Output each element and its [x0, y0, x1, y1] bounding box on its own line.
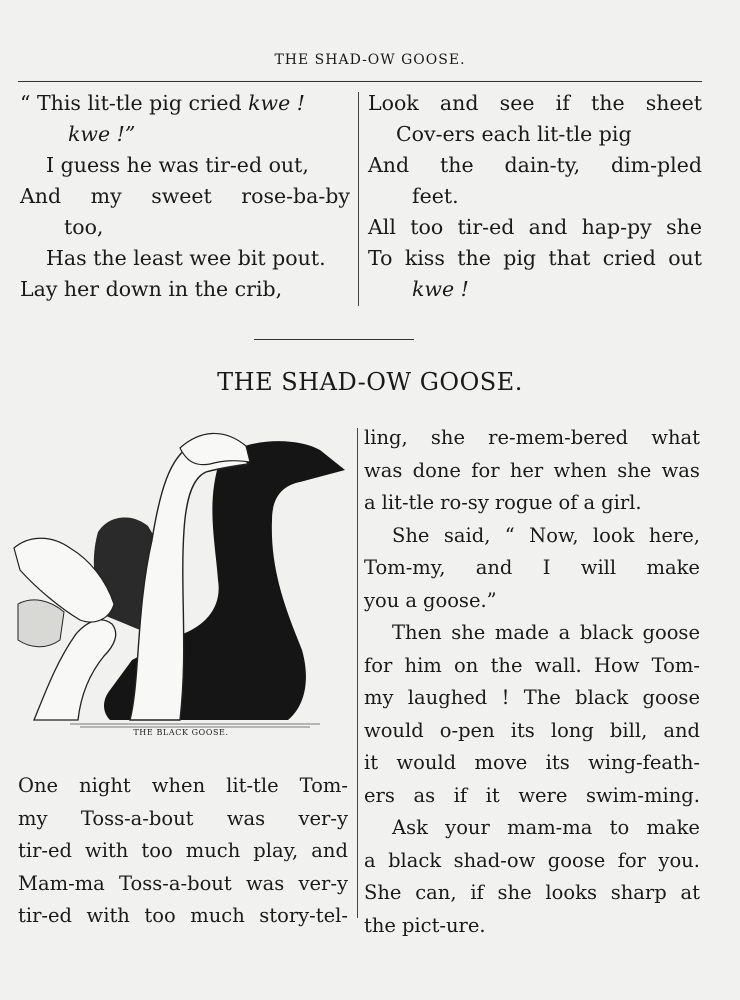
story-right-line: would o-pen its long bill, and	[364, 718, 700, 742]
story-left-line: One night when lit-tle Tom-	[18, 774, 348, 797]
story-column-divider	[357, 428, 358, 918]
poem-right-line: Look and see if the sheet	[368, 91, 702, 115]
story-right-line: for him on the wall. How Tom-	[364, 653, 700, 677]
poem-right-line: Cov-ers each lit-tle pig	[396, 122, 632, 146]
running-head: THE SHAD-OW GOOSE.	[274, 52, 466, 68]
story-left-line: tir-ed with too much play, and	[18, 839, 348, 862]
story-right-line: Tom-my, and I will make	[364, 556, 700, 579]
story-right-line: She said, “ Now, look here,	[392, 523, 700, 547]
sleeve	[18, 600, 64, 647]
poem-left-line: I guess he was tir-ed out,	[46, 153, 309, 177]
poem-left-line: Lay her down in the crib,	[20, 277, 283, 301]
poem-right-line: To kiss the pig that cried out	[368, 246, 702, 270]
story-right-column	[364, 422, 700, 942]
story-right-line: you a goose.”	[364, 588, 497, 612]
story-right-line: ers as if it were swim-ming.	[364, 783, 700, 807]
poem-right-line: feet.	[412, 184, 459, 208]
poem-right-column	[368, 88, 702, 305]
story-right-line: the pict-ure.	[364, 913, 486, 937]
poem-left-line: too,	[64, 215, 104, 239]
illustration-caption: THE BLACK GOOSE.	[133, 728, 229, 737]
story-right-line: a black shad-ow goose for you.	[364, 848, 700, 872]
story-right-line: Then she made a black goose	[392, 621, 700, 644]
story-right-line: a lit-tle ro-sy rogue of a girl.	[364, 491, 642, 514]
story-right-line: She can, if she looks sharp at	[364, 881, 700, 904]
story-right-line: ling, she re-mem-bered what	[364, 426, 700, 449]
story-right-line: Ask your mam-ma to make	[392, 816, 700, 839]
story-left-line: Mam-ma Toss-a-bout was ver-y	[18, 871, 348, 895]
story-left-line: tir-ed with too much story-tel-	[18, 904, 348, 927]
story-left-line: my Toss-a-bout was ver-y	[18, 806, 348, 830]
poem-column-divider	[358, 92, 359, 306]
poem-right-line: kwe !	[412, 277, 469, 301]
poem-left-line: And my sweet rose-ba-by	[20, 184, 350, 208]
story-title: THE SHAD-OW GOOSE.	[217, 368, 523, 396]
poem-left-line: Has the least wee bit pout.	[46, 246, 326, 270]
poem-right-line: All too tir-ed and hap-py she	[368, 215, 702, 239]
upper-hand	[180, 433, 250, 464]
poem-right-line: And the dain-ty, dim-pled	[368, 153, 702, 177]
poem-left-line: kwe !”	[68, 122, 136, 146]
poem-left-column	[20, 88, 350, 305]
floor-hatching	[70, 724, 320, 727]
header-rule	[18, 81, 702, 82]
black-goose-illustration	[10, 420, 352, 730]
section-rule	[254, 339, 414, 340]
story-left-column	[18, 770, 348, 933]
poem-left-line: “ This lit-tle pig cried kwe !	[20, 91, 305, 115]
story-right-line: it would move its wing-feath-	[364, 751, 700, 774]
story-right-line: my laughed ! The black goose	[364, 686, 700, 709]
story-right-line: was done for her when she was	[364, 458, 700, 482]
